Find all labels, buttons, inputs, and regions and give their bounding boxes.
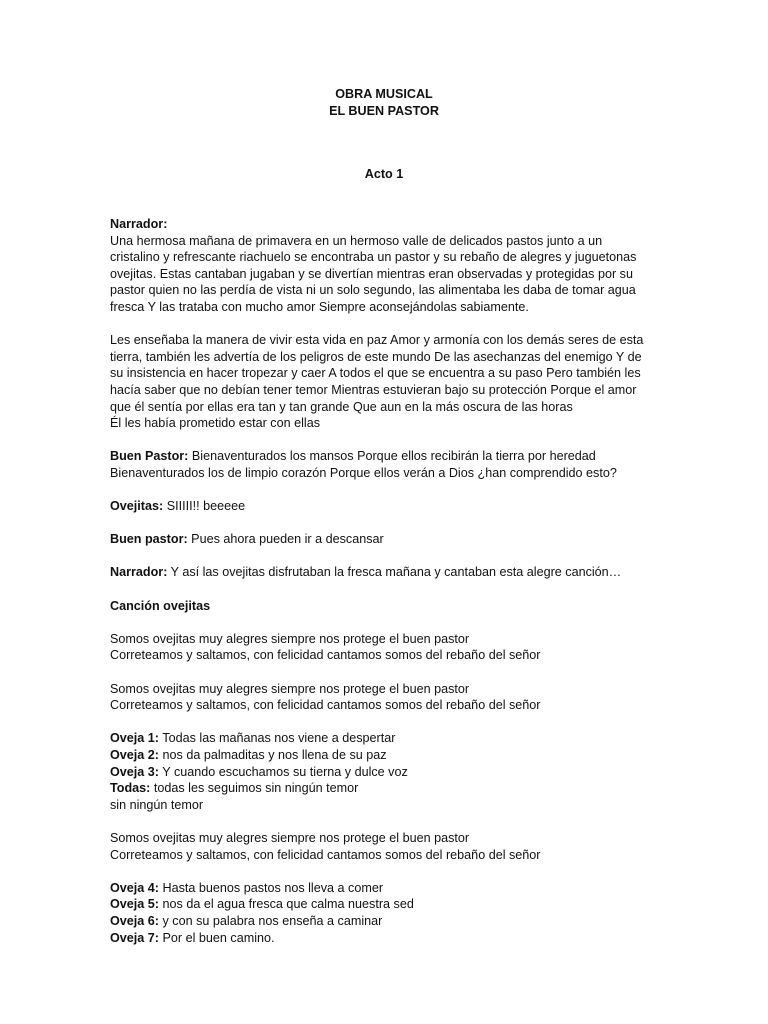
dialogue-buen-pastor-2 (110, 531, 670, 548)
verse-line (110, 730, 670, 747)
verse-line (110, 780, 670, 797)
verse-text: nos da el agua fresca que calma nuestra sed (159, 897, 414, 912)
verse-text: nos da palmaditas y nos llena de su paz (159, 748, 387, 762)
paragraph-line: Una hermosa mañana de primavera en un hermoso valle de delicados pastos junto a un (110, 233, 603, 248)
chorus-line: Correteamos y saltamos, con felicidad cantamos somos del rebaño del señor (110, 698, 541, 713)
paragraph-line: Él les había prometido estar con ellas (110, 416, 321, 431)
speaker-label: Todas: (110, 781, 151, 796)
spacer (110, 614, 670, 631)
speaker-label: Oveja 4: (110, 880, 160, 895)
spacer (110, 515, 670, 532)
paragraph-line: ovejitas. Estas cantaban jugaban y se divertían mientras eran observadas y protegidas por su (110, 266, 633, 281)
verse-line (110, 896, 670, 913)
chorus-line: Correteamos y saltamos, con felicidad cantamos somos del rebaño del señor (110, 847, 541, 862)
verse-block-1 (110, 730, 670, 813)
chorus-line: Somos ovejitas muy alegres siempre nos protege el buen pastor (110, 681, 470, 696)
speaker-label: Buen Pastor: (110, 449, 189, 464)
paragraph-line: su insistencia en hacer tropezar y caer A todos el que se encuentra a su paso Pero también les (110, 366, 641, 381)
spacer (110, 863, 670, 880)
verse-text: todas les seguimos sin ningún temor (150, 781, 359, 796)
paragraph-line: fresca Y las trataba con mucho amor Siempre aconsejándolas sabiamente. (110, 299, 529, 314)
dialogue-text: SIIIII!! beeeee (163, 499, 246, 514)
verse-line (110, 880, 670, 897)
paragraph-line: tierra, también les advertía de los peligros de este mundo De las asechanzas del enemigo Y de (110, 349, 642, 364)
narrator-speaker: Narrador: (110, 217, 168, 231)
chorus-line: Correteamos y saltamos, con felicidad cantamos somos del rebaño del señor (110, 648, 541, 663)
spacer (110, 482, 670, 499)
chorus-block (110, 631, 670, 664)
verse-text: Todas las mañanas nos viene a despertar (159, 731, 396, 746)
chorus-line: Somos ovejitas muy alegres siempre nos protege el buen pastor (110, 631, 470, 646)
dialogue-ovejitas (110, 498, 670, 515)
verse-text: Y cuando escuchamos su tierna y dulce voz (159, 764, 408, 779)
verse-line: sin ningún temor (110, 797, 204, 812)
verse-line (110, 747, 670, 764)
dialogue-text: Bienaventurados los mansos Porque ellos recibirán la tierra por heredad (188, 449, 596, 464)
spacer (110, 432, 670, 449)
act-heading (0, 166, 768, 183)
spacer (110, 316, 670, 333)
speaker-label: Oveja 7: (110, 930, 160, 945)
dialogue-text: Pues ahora pueden ir a descansar (187, 532, 384, 547)
speaker-label: Oveja 2: (110, 748, 160, 762)
intro-paragraph-2 (110, 332, 670, 432)
verse-text: Por el buen camino. (159, 930, 275, 945)
spacer (110, 581, 670, 598)
dialogue-buen-pastor-1 (110, 448, 670, 481)
document-title (0, 86, 768, 119)
song-heading: Canción ovejitas (110, 598, 211, 613)
paragraph-line: Les enseñaba la manera de vivir esta vida en paz Amor y armonía con los demás seres de esta (110, 333, 644, 348)
paragraph-line: pastor quien no las perdía de vista ni un solo segundo, las alimentaba les daba de tomar agua (110, 283, 636, 298)
document-body (110, 216, 670, 946)
verse-text: Hasta buenos pastos nos lleva a comer (159, 880, 384, 895)
chorus-block (110, 830, 670, 863)
dialogue-narrador-2 (110, 564, 670, 581)
speaker-label: Narrador: (110, 565, 168, 580)
speaker-label: Oveja 3: (110, 764, 160, 779)
verse-line (110, 930, 670, 947)
dialogue-line (110, 448, 670, 465)
spacer (110, 813, 670, 830)
verse-line (110, 764, 670, 781)
speaker-label: Oveja 5: (110, 897, 160, 912)
paragraph-line: cristalino y refrescante riachuelo se encontraba un pastor y su rebaño de alegres y juguetonas (110, 250, 637, 265)
speaker-label: Buen pastor: (110, 532, 188, 547)
paragraph-line: que él sentía por ellas era tan y tan grande Que aun en la más oscura de las horas (110, 399, 573, 414)
act-label: Acto 1 (364, 167, 404, 181)
speaker-label: Ovejitas: (110, 499, 164, 514)
dialogue-text: Y así las ovejitas disfrutaban la fresca mañana y cantaban esta alegre canción… (167, 565, 622, 580)
spacer (110, 714, 670, 731)
dialogue-line: Bienaventurados los de limpio corazón Porque ellos verán a Dios ¿han comprendido esto? (110, 465, 617, 480)
chorus-line: Somos ovejitas muy alegres siempre nos protege el buen pastor (110, 830, 470, 845)
speaker-label: Oveja 6: (110, 913, 160, 928)
spacer (110, 664, 670, 681)
speaker-label: Oveja 1: (110, 731, 160, 746)
title-line-2: EL BUEN PASTOR (329, 103, 439, 118)
spacer (110, 548, 670, 565)
paragraph-line: hacía saber que no debían tener temor Mientras estuvieran bajo su protección Porque el amor (110, 382, 637, 397)
verse-block-2 (110, 880, 670, 946)
verse-text: y con su palabra nos enseña a caminar (159, 913, 383, 928)
title-line-1: OBRA MUSICAL (335, 87, 433, 101)
verse-line (110, 913, 670, 930)
chorus-block (110, 681, 670, 714)
intro-paragraph-1 (110, 233, 670, 316)
